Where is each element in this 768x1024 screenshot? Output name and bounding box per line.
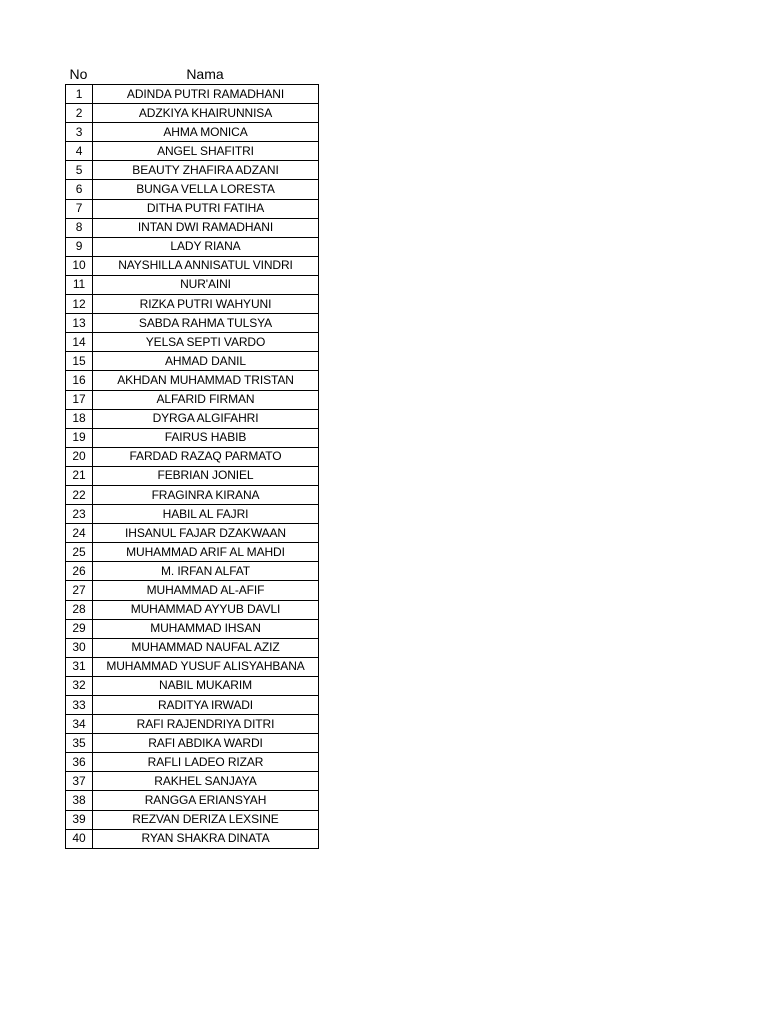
student-name-cell: LADY RIANA xyxy=(93,237,319,256)
student-name-cell: FARDAD RAZAQ PARMATO xyxy=(93,447,319,466)
row-number-cell: 4 xyxy=(66,142,93,161)
student-name-cell: FEBRIAN JONIEL xyxy=(93,466,319,485)
table-row xyxy=(66,256,319,275)
student-name-cell: RYAN SHAKRA DINATA xyxy=(93,829,319,848)
row-number-cell: 19 xyxy=(66,428,93,447)
row-number-cell: 37 xyxy=(66,772,93,791)
table-row xyxy=(66,734,319,753)
table-row xyxy=(66,371,319,390)
row-number-cell: 12 xyxy=(66,295,93,314)
student-name-cell: ALFARID FIRMAN xyxy=(93,390,319,409)
table-row xyxy=(66,485,319,504)
student-name-cell: RIZKA PUTRI WAHYUNI xyxy=(93,295,319,314)
table-row xyxy=(66,447,319,466)
student-list xyxy=(65,64,318,849)
student-name-cell: SABDA RAHMA TULSYA xyxy=(93,314,319,333)
student-name-cell: MUHAMMAD YUSUF ALISYAHBANA xyxy=(93,657,319,676)
row-number-cell: 10 xyxy=(66,256,93,275)
student-name-cell: M. IRFAN ALFAT xyxy=(93,562,319,581)
table-row xyxy=(66,352,319,371)
row-number-cell: 33 xyxy=(66,696,93,715)
row-number-cell: 30 xyxy=(66,638,93,657)
student-name-cell: MUHAMMAD AYYUB DAVLI xyxy=(93,600,319,619)
student-name-cell: BUNGA VELLA LORESTA xyxy=(93,180,319,199)
table-row xyxy=(66,142,319,161)
row-number-cell: 35 xyxy=(66,734,93,753)
table-row xyxy=(66,218,319,237)
table-row xyxy=(66,505,319,524)
row-number-cell: 17 xyxy=(66,390,93,409)
table-row xyxy=(66,810,319,829)
student-name-cell: MUHAMMAD ARIF AL MAHDI xyxy=(93,543,319,562)
table-row xyxy=(66,123,319,142)
student-name-cell: ADINDA PUTRI RAMADHANI xyxy=(93,85,319,104)
table-row xyxy=(66,180,319,199)
student-name-cell: RANGGA ERIANSYAH xyxy=(93,791,319,810)
column-header-name: Nama xyxy=(186,66,224,82)
header-row xyxy=(65,64,318,84)
student-name-cell: ANGEL SHAFITRI xyxy=(93,142,319,161)
row-number-cell: 39 xyxy=(66,810,93,829)
student-name-cell: FAIRUS HABIB xyxy=(93,428,319,447)
student-name-cell: NABIL MUKARIM xyxy=(93,676,319,695)
table-row xyxy=(66,104,319,123)
student-name-cell: NUR'AINI xyxy=(93,275,319,294)
student-name-cell: AHMA MONICA xyxy=(93,123,319,142)
student-name-cell: FRAGINRA KIRANA xyxy=(93,485,319,504)
row-number-cell: 11 xyxy=(66,275,93,294)
student-table xyxy=(65,84,319,849)
row-number-cell: 23 xyxy=(66,505,93,524)
table-row xyxy=(66,333,319,352)
row-number-cell: 26 xyxy=(66,562,93,581)
row-number-cell: 27 xyxy=(66,581,93,600)
row-number-cell: 15 xyxy=(66,352,93,371)
table-row xyxy=(66,581,319,600)
row-number-cell: 25 xyxy=(66,543,93,562)
student-name-cell: AHMAD DANIL xyxy=(93,352,319,371)
student-name-cell: HABIL AL FAJRI xyxy=(93,505,319,524)
student-name-cell: BEAUTY ZHAFIRA ADZANI xyxy=(93,161,319,180)
row-number-cell: 22 xyxy=(66,485,93,504)
student-name-cell: DITHA PUTRI FATIHA xyxy=(93,199,319,218)
student-name-cell: MUHAMMAD AL-AFIF xyxy=(93,581,319,600)
row-number-cell: 32 xyxy=(66,676,93,695)
student-name-cell: MUHAMMAD NAUFAL AZIZ xyxy=(93,638,319,657)
student-name-cell: RAFLI LADEO RIZAR xyxy=(93,753,319,772)
student-name-cell: RAFI RAJENDRIYA DITRI xyxy=(93,715,319,734)
table-row xyxy=(66,275,319,294)
row-number-cell: 21 xyxy=(66,466,93,485)
student-name-cell: ADZKIYA KHAIRUNNISA xyxy=(93,104,319,123)
student-name-cell: RAFI ABDIKA WARDI xyxy=(93,734,319,753)
student-name-cell: YELSA SEPTI VARDO xyxy=(93,333,319,352)
row-number-cell: 3 xyxy=(66,123,93,142)
row-number-cell: 40 xyxy=(66,829,93,848)
table-row xyxy=(66,295,319,314)
row-number-cell: 1 xyxy=(66,85,93,104)
table-row xyxy=(66,543,319,562)
table-row xyxy=(66,753,319,772)
table-row xyxy=(66,715,319,734)
row-number-cell: 2 xyxy=(66,104,93,123)
student-name-cell: IHSANUL FAJAR DZAKWAAN xyxy=(93,524,319,543)
table-row xyxy=(66,237,319,256)
table-row xyxy=(66,829,319,848)
student-name-cell: RAKHEL SANJAYA xyxy=(93,772,319,791)
row-number-cell: 29 xyxy=(66,619,93,638)
table-row xyxy=(66,390,319,409)
row-number-cell: 7 xyxy=(66,199,93,218)
table-row xyxy=(66,619,319,638)
student-name-cell: RADITYA IRWADI xyxy=(93,696,319,715)
table-row xyxy=(66,466,319,485)
row-number-cell: 18 xyxy=(66,409,93,428)
student-name-cell: REZVAN DERIZA LEXSINE xyxy=(93,810,319,829)
table-row xyxy=(66,199,319,218)
table-row xyxy=(66,562,319,581)
table-row xyxy=(66,676,319,695)
table-row xyxy=(66,314,319,333)
table-row xyxy=(66,524,319,543)
row-number-cell: 34 xyxy=(66,715,93,734)
student-name-cell: MUHAMMAD IHSAN xyxy=(93,619,319,638)
table-row xyxy=(66,85,319,104)
row-number-cell: 13 xyxy=(66,314,93,333)
table-row xyxy=(66,638,319,657)
row-number-cell: 28 xyxy=(66,600,93,619)
student-name-cell: DYRGA ALGIFAHRI xyxy=(93,409,319,428)
table-row xyxy=(66,600,319,619)
row-number-cell: 31 xyxy=(66,657,93,676)
table-row xyxy=(66,696,319,715)
table-row xyxy=(66,161,319,180)
table-row xyxy=(66,409,319,428)
table-row xyxy=(66,428,319,447)
table-row xyxy=(66,791,319,810)
row-number-cell: 8 xyxy=(66,218,93,237)
row-number-cell: 20 xyxy=(66,447,93,466)
row-number-cell: 16 xyxy=(66,371,93,390)
row-number-cell: 36 xyxy=(66,753,93,772)
student-table-body xyxy=(66,85,319,849)
row-number-cell: 5 xyxy=(66,161,93,180)
row-number-cell: 9 xyxy=(66,237,93,256)
table-row xyxy=(66,657,319,676)
row-number-cell: 14 xyxy=(66,333,93,352)
student-name-cell: AKHDAN MUHAMMAD TRISTAN xyxy=(93,371,319,390)
row-number-cell: 24 xyxy=(66,524,93,543)
column-header-no: No xyxy=(69,66,88,82)
student-name-cell: INTAN DWI RAMADHANI xyxy=(93,218,319,237)
student-name-cell: NAYSHILLA ANNISATUL VINDRI xyxy=(93,256,319,275)
table-row xyxy=(66,772,319,791)
row-number-cell: 38 xyxy=(66,791,93,810)
row-number-cell: 6 xyxy=(66,180,93,199)
